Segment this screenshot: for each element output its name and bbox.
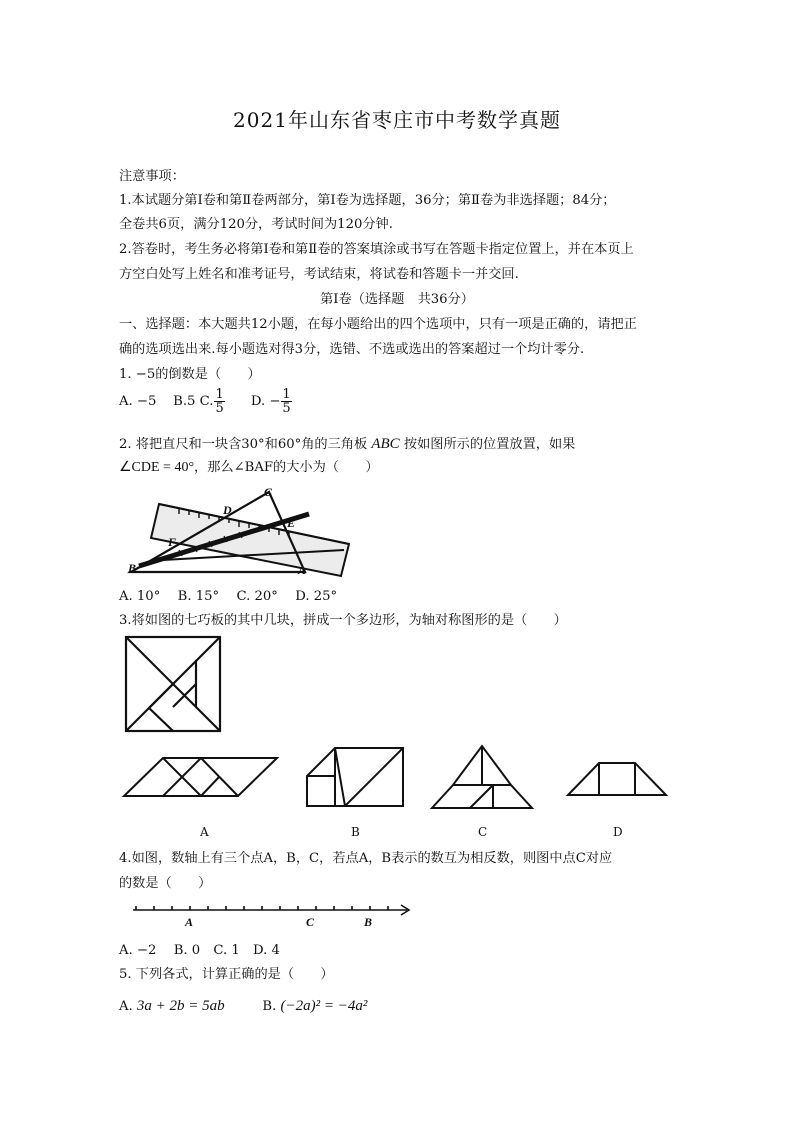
q2-label-b: B (128, 561, 137, 575)
q1-fraction-d: $\frac{1}{5}$ (282, 387, 291, 416)
q3-stem: 3.将如图的七巧板的其中几块，拼成一个多边形，为轴对称图形的是（ ） (119, 613, 567, 628)
q1-fraction-c: $\frac{1}{5}$ (215, 387, 224, 416)
q4-stem-line1: 4.如图，数轴上有三个点A，B，C，若点A，B表示的数互为相反数，则图中点C对应 (119, 851, 613, 866)
q3-option-d-figure (567, 762, 667, 796)
q3-option-a-figure (123, 757, 278, 797)
q5-options (119, 997, 367, 1016)
q2-label-a: A (298, 563, 307, 577)
q1-stem: 1. −5的倒数是（ ） (119, 367, 261, 382)
q1-options (119, 388, 293, 415)
q4-options: A. −2 B. 0 C. 1 D. 4 (119, 943, 280, 958)
q3-tangram-square (125, 636, 221, 732)
q5-option-b-prefix: B. (262, 999, 277, 1014)
q5-option-a-prefix: A. (119, 999, 133, 1014)
q2-label-d: D (223, 503, 232, 517)
q3-label-b: B (351, 825, 360, 839)
q2-stem-line1: 2. 将把直尺和一块含30°和60°角的三角板 ABC 按如图所示的位置放置，如果 (119, 436, 576, 452)
q4-label-c: C (306, 915, 315, 929)
notice-item-1a: 1.本试题分第Ⅰ卷和第Ⅱ卷两部分，第Ⅰ卷为选择题，36分；第Ⅱ卷为非选择题；84分； (119, 193, 616, 208)
q4-label-b: B (364, 915, 373, 929)
q3-label-a: A (200, 825, 209, 839)
q1-option-a: A. −5 (119, 394, 157, 409)
q2-options: A. 10° B. 15° C. 20° D. 25° (119, 589, 338, 604)
page-title: 2021年山东省枣庄市中考数学真题 (233, 108, 561, 132)
q3-option-b-figure (305, 746, 405, 808)
section-heading: 第Ⅰ卷（选择题 共36分） (320, 292, 474, 307)
q5-option-b-expr: (−2a)² = −4a² (280, 998, 368, 1014)
section-intro-a: 一、选择题：本大题共12小题，在每小题给出的四个选项中，只有一项是正确的，请把正 (119, 317, 637, 332)
notice-item-2b: 方空白处写上姓名和准考证号，考试结束，将试卷和答题卡一并交回. (119, 267, 519, 282)
q4-stem-line2: 的数是（ ） (119, 876, 212, 891)
q5-stem: 5. 下列各式，计算正确的是（ ） (119, 967, 334, 982)
notice-heading: 注意事项： (119, 169, 185, 184)
q1-option-b: B.5 (173, 394, 196, 409)
q1-option-c: C. (199, 394, 214, 409)
q1-option-d: D. − (250, 394, 281, 409)
q3-label-c: C (478, 825, 488, 839)
q2-label-f: F (168, 535, 177, 549)
notice-item-1b: 全卷共6页，满分120分，考试时间为120分钟. (119, 217, 393, 232)
section-intro-b: 确的选项选出来.每小题选对得3分，选错、不选或选出的答案超过一个均计零分. (119, 342, 585, 357)
q3-option-c-figure (431, 745, 533, 809)
q4-label-a: A (185, 915, 194, 929)
q2-ruler-triangle-figure (119, 484, 359, 580)
q2-label-e: E (287, 516, 296, 530)
q5-option-a-expr: 3a + 2b = 5ab (136, 998, 225, 1014)
q4-number-line (133, 903, 415, 917)
notice-item-2a: 2.答卷时，考生务必将第Ⅰ卷和第Ⅱ卷的答案填涂或书写在答题卡指定位置上，并在本页上 (119, 242, 634, 257)
q2-label-c: C (264, 485, 273, 499)
q3-label-d: D (613, 825, 623, 839)
q2-stem-line2: ∠CDE = 40°，那么∠BAF的大小为（ ） (119, 460, 379, 475)
